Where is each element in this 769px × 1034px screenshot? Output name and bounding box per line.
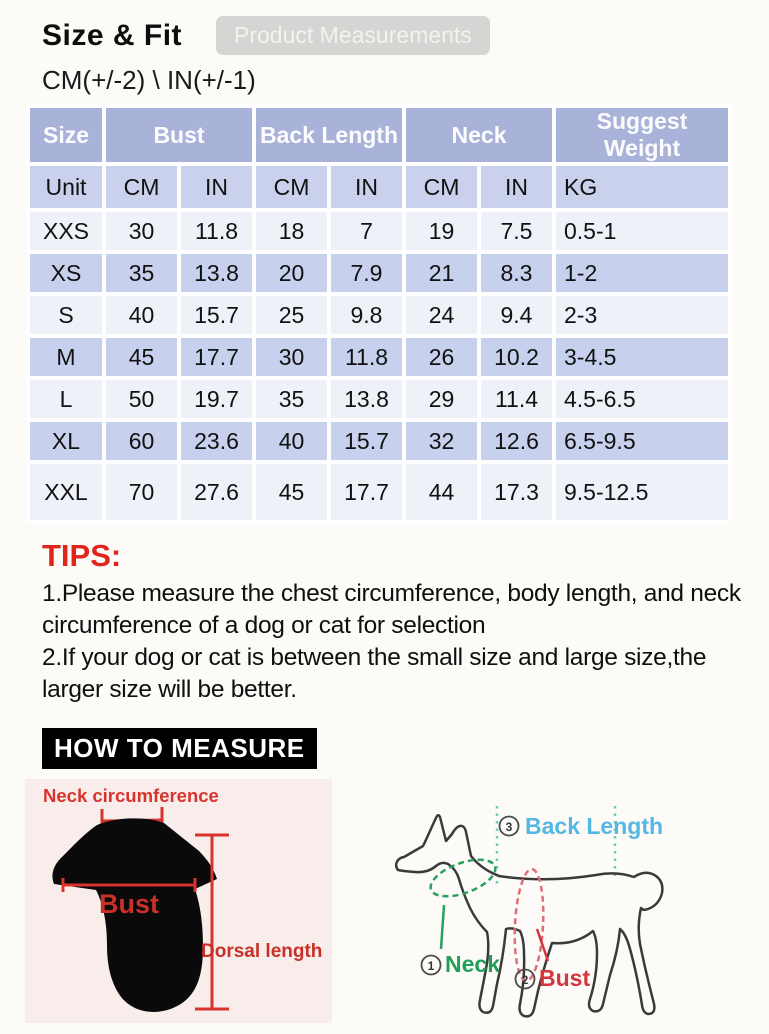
tips-item: 2.If your dog or cat is between the small size and large size,the larger size will be better. xyxy=(42,644,707,703)
bust-in-cell: 23.6 xyxy=(181,422,252,460)
bust-label-group xyxy=(516,965,591,991)
size-label-cell: S xyxy=(30,296,102,334)
back-length-cm-cell: 18 xyxy=(256,212,327,250)
unit-cell: CM xyxy=(106,166,177,208)
weight-kg-cell: 6.5-9.5 xyxy=(556,422,728,460)
unit-cell: IN xyxy=(481,166,552,208)
bust-cm-cell: 45 xyxy=(106,338,177,376)
weight-kg-cell: 3-4.5 xyxy=(556,338,728,376)
how-to-measure-heading: HOW TO MEASURE xyxy=(42,728,317,769)
garment-neck-label: Neck circumference xyxy=(43,785,219,806)
bust-cm-cell: 50 xyxy=(106,380,177,418)
size-row xyxy=(30,212,728,250)
tips-list xyxy=(42,578,749,706)
size-label-cell: M xyxy=(30,338,102,376)
size-label-cell: XL xyxy=(30,422,102,460)
back-length-in-cell: 15.7 xyxy=(331,422,402,460)
back-length-cm-cell: 35 xyxy=(256,380,327,418)
unit-cell: IN xyxy=(181,166,252,208)
dog-diagram xyxy=(346,779,769,1029)
neck-in-cell: 10.2 xyxy=(481,338,552,376)
size-label-cell: XXL xyxy=(30,464,102,520)
bust-in-cell: 15.7 xyxy=(181,296,252,334)
weight-kg-cell: 1-2 xyxy=(556,254,728,292)
back-length-cm-cell: 40 xyxy=(256,422,327,460)
weight-kg-cell: 0.5-1 xyxy=(556,212,728,250)
bust-cm-cell: 30 xyxy=(106,212,177,250)
bust-in-cell: 19.7 xyxy=(181,380,252,418)
neck-cm-cell: 26 xyxy=(406,338,477,376)
neck-pointer-line xyxy=(441,905,444,949)
back-length-cm-cell: 25 xyxy=(256,296,327,334)
back-length-cm-cell: 30 xyxy=(256,338,327,376)
neck-in-cell: 7.5 xyxy=(481,212,552,250)
garment-diagram xyxy=(25,779,332,1023)
bust-in-cell: 17.7 xyxy=(181,338,252,376)
size-table-body xyxy=(30,212,728,520)
size-table xyxy=(26,104,732,524)
neck-cm-cell: 32 xyxy=(406,422,477,460)
neck-in-cell: 8.3 xyxy=(481,254,552,292)
neck-girth-ellipse xyxy=(426,852,500,903)
back-length-number: 3 xyxy=(505,820,513,834)
size-row xyxy=(30,296,728,334)
unit-cell: IN xyxy=(331,166,402,208)
bust-cm-cell: 40 xyxy=(106,296,177,334)
weight-kg-cell: 2-3 xyxy=(556,296,728,334)
neck-cm-cell: 29 xyxy=(406,380,477,418)
back-length-in-cell: 11.8 xyxy=(331,338,402,376)
back-length-in-cell: 7.9 xyxy=(331,254,402,292)
back-length-label-group xyxy=(500,813,664,839)
bust-label: Bust xyxy=(539,965,591,991)
col-header-back-length: Back Length xyxy=(256,108,402,162)
back-length-in-cell: 13.8 xyxy=(331,380,402,418)
neck-cm-cell: 44 xyxy=(406,464,477,520)
header xyxy=(0,0,769,55)
bust-cm-cell: 60 xyxy=(106,422,177,460)
garment-dorsal-label: Dorsal length xyxy=(201,941,323,962)
neck-in-cell: 17.3 xyxy=(481,464,552,520)
dog-diagram-svg xyxy=(346,779,769,1029)
neck-label: Neck xyxy=(445,951,500,977)
size-row xyxy=(30,422,728,460)
col-header-size: Size xyxy=(30,108,102,162)
tolerance-note: CM(+/-2) \ IN(+/-1) xyxy=(42,65,256,95)
unit-cell: CM xyxy=(406,166,477,208)
bust-cm-cell: 35 xyxy=(106,254,177,292)
size-label-cell: XS xyxy=(30,254,102,292)
col-header-suggest-weight: Suggest Weight xyxy=(556,108,728,162)
back-length-label: Back Length xyxy=(525,813,664,839)
weight-kg-cell: 4.5-6.5 xyxy=(556,380,728,418)
weight-kg-cell: 9.5-12.5 xyxy=(556,464,728,520)
size-row xyxy=(30,464,728,520)
unit-cell: CM xyxy=(256,166,327,208)
col-header-neck: Neck xyxy=(406,108,552,162)
neck-in-cell: 12.6 xyxy=(481,422,552,460)
product-measurements-tab[interactable]: Product Measurements xyxy=(216,16,490,55)
back-length-in-cell: 17.7 xyxy=(331,464,402,520)
neck-in-cell: 9.4 xyxy=(481,296,552,334)
unit-cell: KG xyxy=(556,166,728,208)
size-label-cell: XXS xyxy=(30,212,102,250)
bust-in-cell: 11.8 xyxy=(181,212,252,250)
unit-cell: Unit xyxy=(30,166,102,208)
size-label-cell: L xyxy=(30,380,102,418)
page-title: Size & Fit xyxy=(42,18,183,52)
bust-number: 2 xyxy=(521,973,529,987)
neck-cm-cell: 24 xyxy=(406,296,477,334)
tips-heading: TIPS: xyxy=(42,538,122,573)
bust-in-cell: 27.6 xyxy=(181,464,252,520)
neck-cm-cell: 19 xyxy=(406,212,477,250)
garment-diagram-svg xyxy=(25,779,332,1023)
garment-bust-label: Bust xyxy=(99,889,159,919)
neck-number: 1 xyxy=(427,959,435,973)
bust-cm-cell: 70 xyxy=(106,464,177,520)
tips-section xyxy=(0,524,769,706)
back-length-in-cell: 7 xyxy=(331,212,402,250)
back-length-cm-cell: 45 xyxy=(256,464,327,520)
size-row xyxy=(30,338,728,376)
dog-outline xyxy=(396,815,662,1016)
back-length-cm-cell: 20 xyxy=(256,254,327,292)
neck-in-cell: 11.4 xyxy=(481,380,552,418)
neck-cm-cell: 21 xyxy=(406,254,477,292)
bust-in-cell: 13.8 xyxy=(181,254,252,292)
size-row xyxy=(30,380,728,418)
size-row xyxy=(30,254,728,292)
table-header-row xyxy=(30,108,728,162)
measure-diagrams xyxy=(25,779,769,1029)
size-table-container xyxy=(26,104,769,524)
col-header-bust: Bust xyxy=(106,108,252,162)
tips-item: 1.Please measure the chest circumference, body length, and neck circumference of a dog or cat for selection xyxy=(42,580,741,639)
unit-row xyxy=(30,166,728,208)
neck-label-group xyxy=(422,951,501,977)
back-length-in-cell: 9.8 xyxy=(331,296,402,334)
